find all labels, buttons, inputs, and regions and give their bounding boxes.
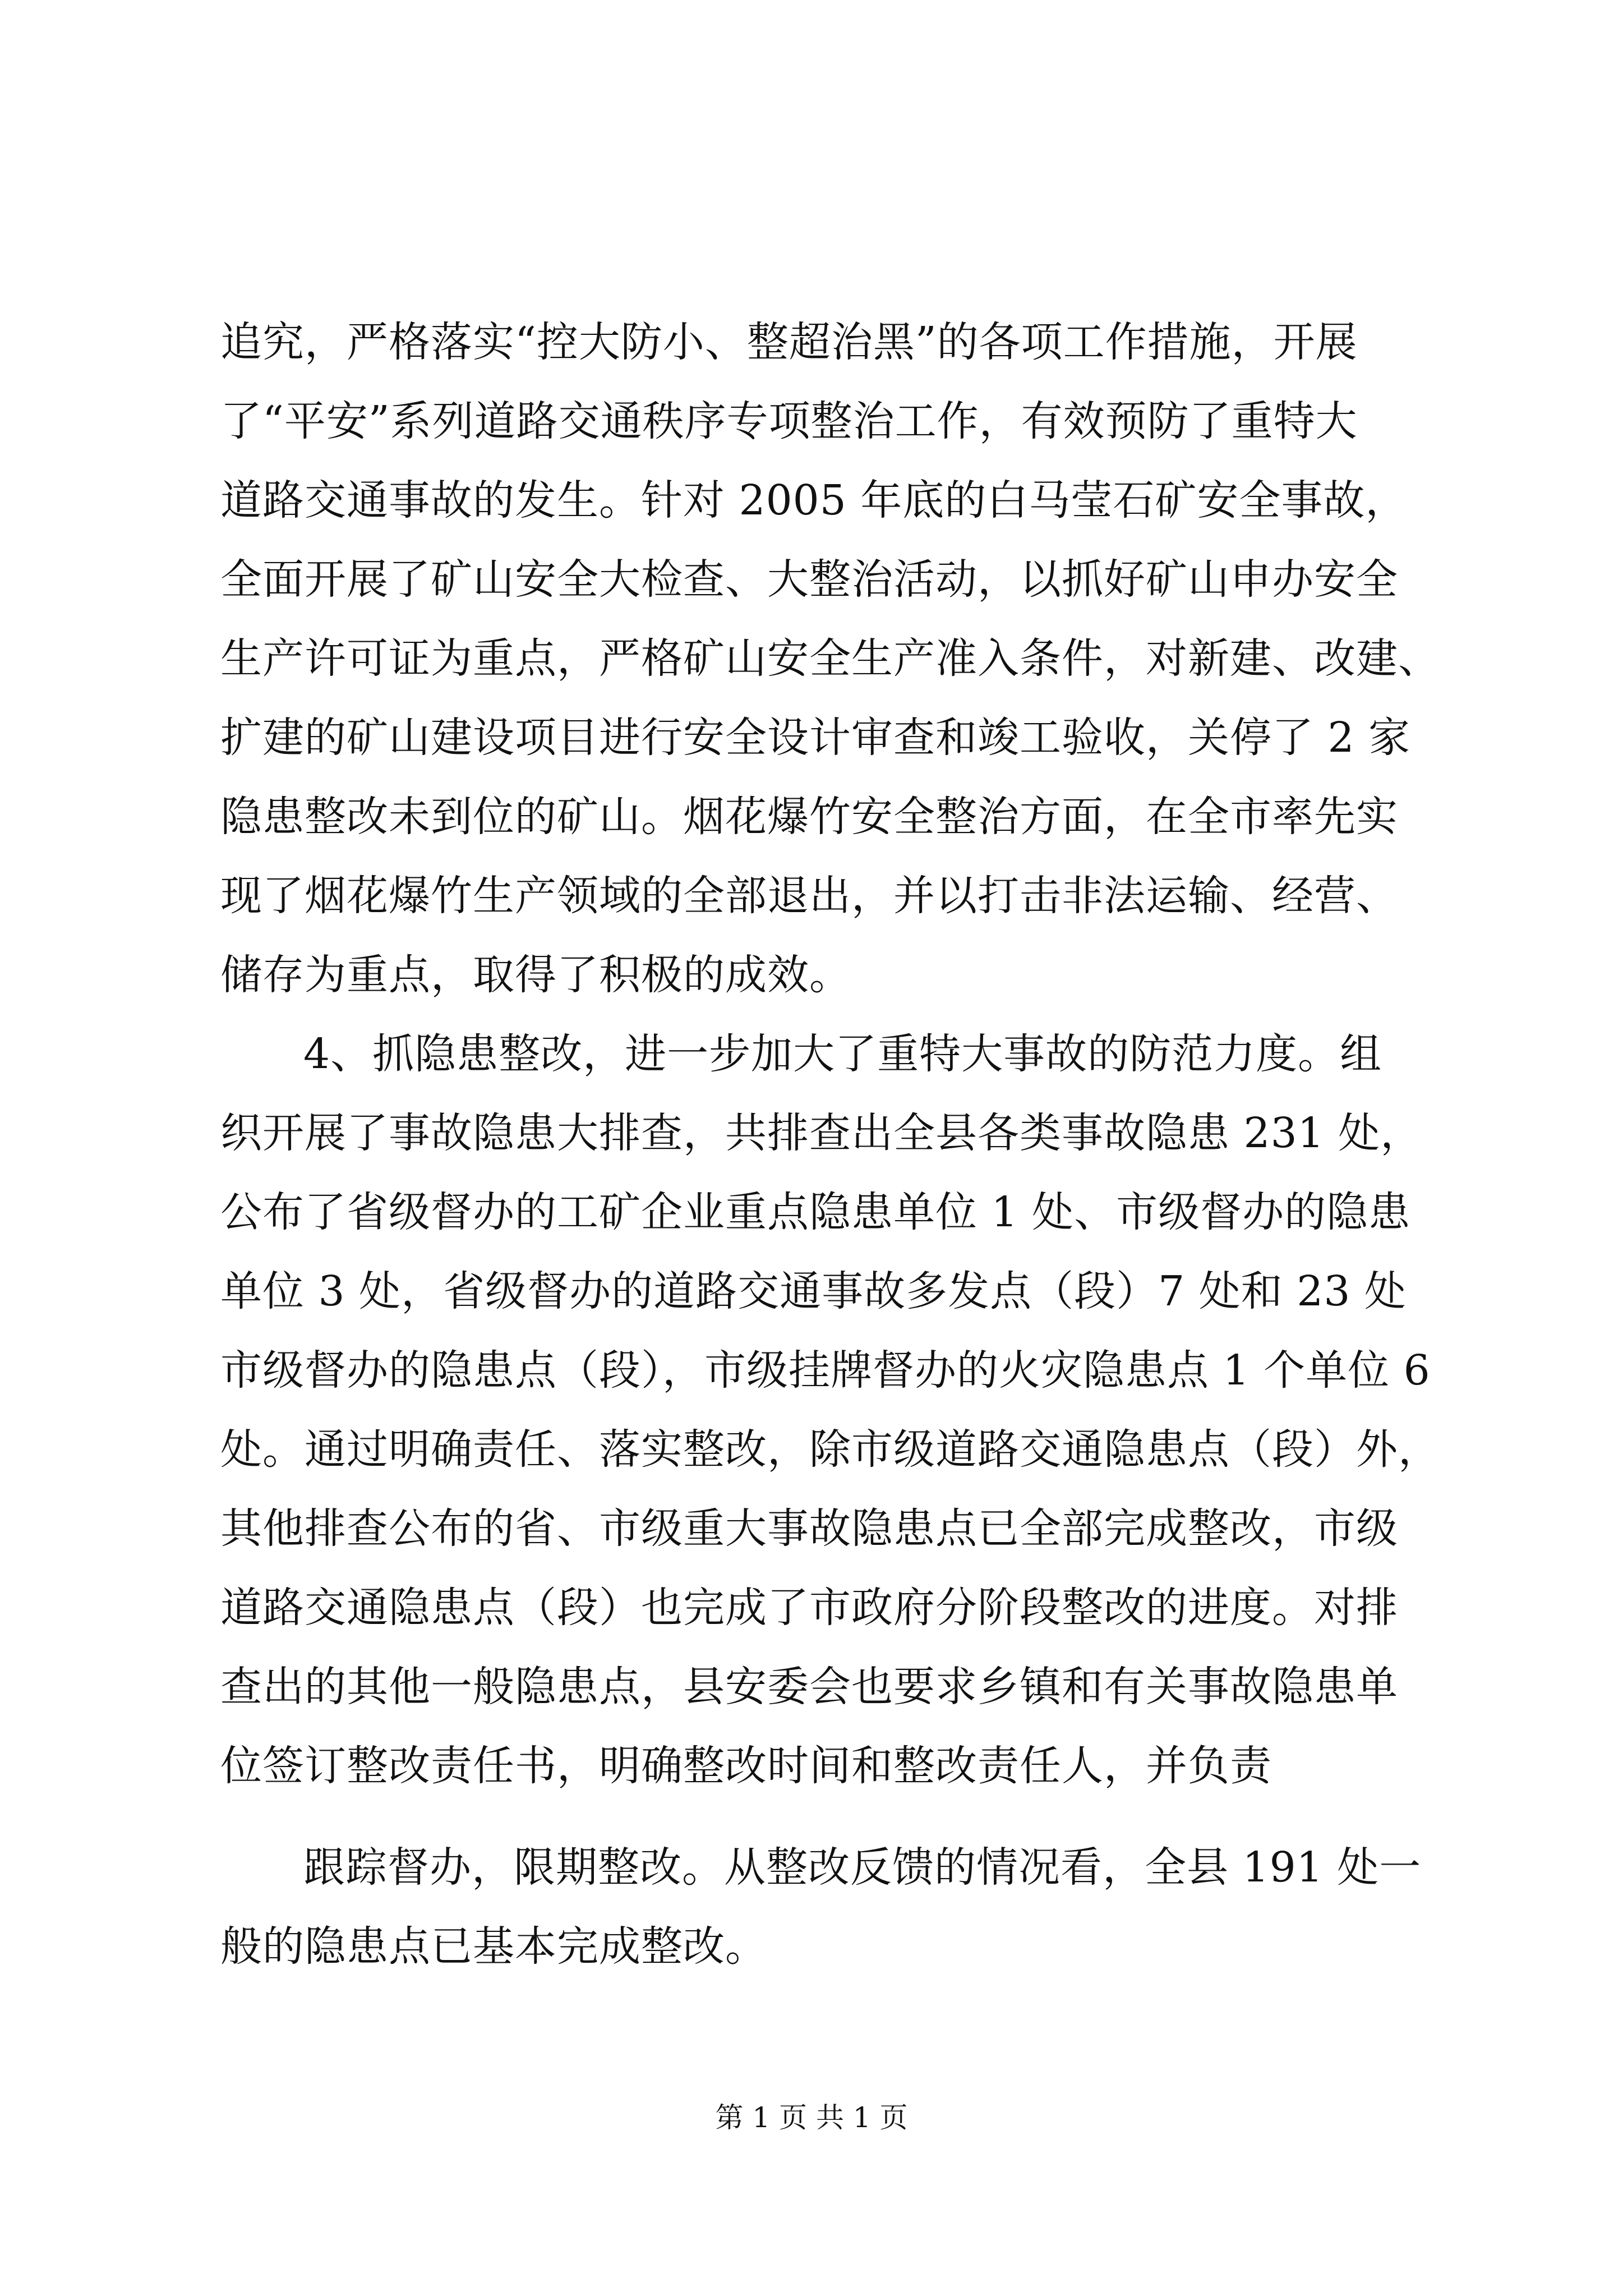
text-line: 道路交通隐患点（段）也完成了市政府分阶段整改的进度。对排 (220, 1584, 1398, 1632)
text-line: 其他排查公布的省、市级重大事故隐患点已全部完成整改，市级 (220, 1504, 1398, 1553)
text-line: 储存为重点，取得了积极的成效。 (220, 951, 851, 999)
text-line: 隐患整改未到位的矿山。烟花爆竹安全整治方面，在全市率先实 (220, 793, 1398, 841)
text-line: 般的隐患点已基本完成整改。 (220, 1922, 767, 1971)
text-line: 查出的其他一般隐患点，县安委会也要求乡镇和有关事故隐患单 (220, 1663, 1398, 1711)
text-line: 位签订整改责任书，明确整改时间和整改责任人，并负责 (220, 1742, 1272, 1790)
text-line: 道路交通事故的发生。针对 2005 年底的白马莹石矿安全事故， (220, 476, 1408, 524)
paragraph-start-line: 4、抓隐患整改，进一步加大了重特大事故的防范力度。组 (303, 1030, 1382, 1078)
text-line: 单位 3 处，省级督办的道路交通事故多发点（段）7 处和 23 处 (220, 1267, 1407, 1315)
text-line: 市级督办的隐患点（段），市级挂牌督办的火灾隐患点 1 个单位 6 (220, 1346, 1431, 1395)
text-line: 了“平安”系列道路交通秩序专项整治工作，有效预防了重特大 (220, 397, 1358, 445)
paragraph-start-line: 跟踪督办，限期整改。从整改反馈的情况看，全县 191 处一 (303, 1843, 1422, 1892)
body-text (220, 303, 1440, 1986)
page-footer: 第 1 页 共 1 页 (715, 2101, 908, 2134)
text-line: 追究，严格落实“控大防小、整超治黑”的各项工作措施，开展 (220, 318, 1358, 366)
text-line: 公布了省级督办的工矿企业重点隐患单位 1 处、市级督办的隐患 (220, 1188, 1411, 1236)
text-line: 全面开展了矿山安全大检查、大整治活动，以抓好矿山申办安全 (220, 555, 1398, 604)
text-line: 生产许可证为重点，严格矿山安全生产准入条件，对新建、改建、 (220, 634, 1440, 683)
text-line: 处。通过明确责任、落实整改，除市级道路交通隐患点（段）外， (220, 1425, 1440, 1474)
text-line: 织开展了事故隐患大排查，共排查出全县各类事故隐患 231 处， (220, 1109, 1423, 1157)
text-line: 扩建的矿山建设项目进行安全设计审查和竣工验收，关停了 2 家 (220, 714, 1411, 762)
text-line: 现了烟花爆竹生产领域的全部退出，并以打击非法运输、经营、 (220, 872, 1398, 920)
paragraph-gap (220, 1806, 1426, 1828)
